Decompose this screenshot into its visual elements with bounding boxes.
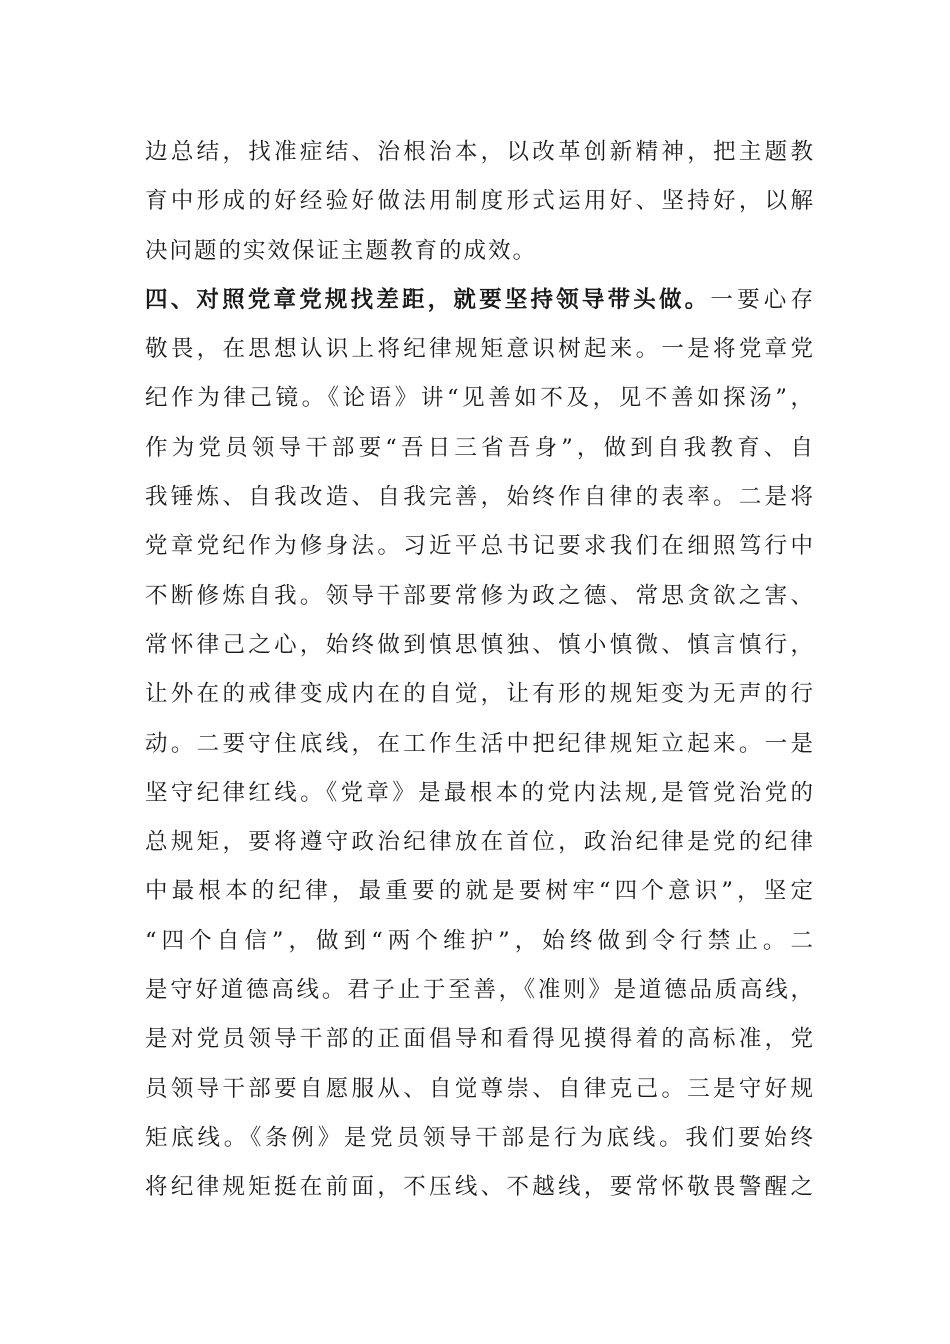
section-heading: 四、对照党章党规找差距，就要坚持领导带头做。 bbox=[145, 286, 711, 313]
text-line-20: 员领导干部要自愿服从、自觉尊崇、自律克己。三是守好规 bbox=[145, 1075, 815, 1102]
text-line-11: 常怀律己之心，始终做到慎思慎独、慎小慎微、慎言慎行， bbox=[145, 631, 815, 658]
text-line-12: 让外在的戒律变成内在的自觉，让有形的规矩变为无声的行 bbox=[145, 681, 815, 708]
text-line-18: 是守好道德高线。君子止于至善，《准则》是道德品质高线， bbox=[145, 977, 815, 1004]
text-line-14: 坚守纪律红线。《党章》是最根本的党内法规,是管党治党的 bbox=[145, 779, 815, 806]
text-line-19: 是对党员领导干部的正面倡导和看得见摸得着的高标准，党 bbox=[145, 1026, 815, 1053]
text-line-6: 纪作为律己镜。《论语》讲“见善如不及，见不善如探汤”， bbox=[145, 385, 815, 412]
section-heading-line: 四、对照党章党规找差距，就要坚持领导带头做。一要心存 bbox=[145, 286, 815, 313]
text-line-13: 动。二要守住底线，在工作生活中把纪律规矩立起来。一是 bbox=[145, 730, 815, 757]
text-line-8: 我锤炼、自我改造、自我完善，始终作自律的表率。二是将 bbox=[145, 484, 815, 511]
text-line-22: 将纪律规矩挺在前面，不压线、不越线，要常怀敬畏警醒之 bbox=[145, 1174, 815, 1201]
text-line-2: 育中形成的好经验好做法用制度形式运用好、坚持好，以解 bbox=[145, 188, 815, 215]
text-line-7: 作为党员领导干部要“吾日三省吾身”，做到自我教育、自 bbox=[145, 434, 815, 461]
text-line-5: 敬畏，在思想认识上将纪律规矩意识树起来。一是将党章党 bbox=[145, 336, 815, 363]
text-line-16: 中最根本的纪律，最重要的就是要树牢“四个意识”，坚定 bbox=[145, 878, 815, 905]
text-line-17: “四个自信”，做到“两个维护”，始终做到令行禁止。二 bbox=[145, 927, 815, 954]
text-line-9: 党章党纪作为修身法。习近平总书记要求我们在细照笃行中 bbox=[145, 533, 815, 560]
text-line-15: 总规矩，要将遵守政治纪律放在首位，政治纪律是党的纪律 bbox=[145, 829, 815, 856]
text-line-21: 矩底线。《条例》是党员领导干部是行为底线。我们要始终 bbox=[145, 1124, 815, 1151]
text-line-3: 决问题的实效保证主题教育的成效。 bbox=[145, 237, 538, 264]
text-line-10: 不断修炼自我。领导干部要常修为政之德、常思贪欲之害、 bbox=[145, 582, 815, 609]
text-line-1: 边总结，找准症结、治根治本，以改革创新精神，把主题教 bbox=[145, 139, 815, 165]
body-text bbox=[145, 128, 815, 1213]
